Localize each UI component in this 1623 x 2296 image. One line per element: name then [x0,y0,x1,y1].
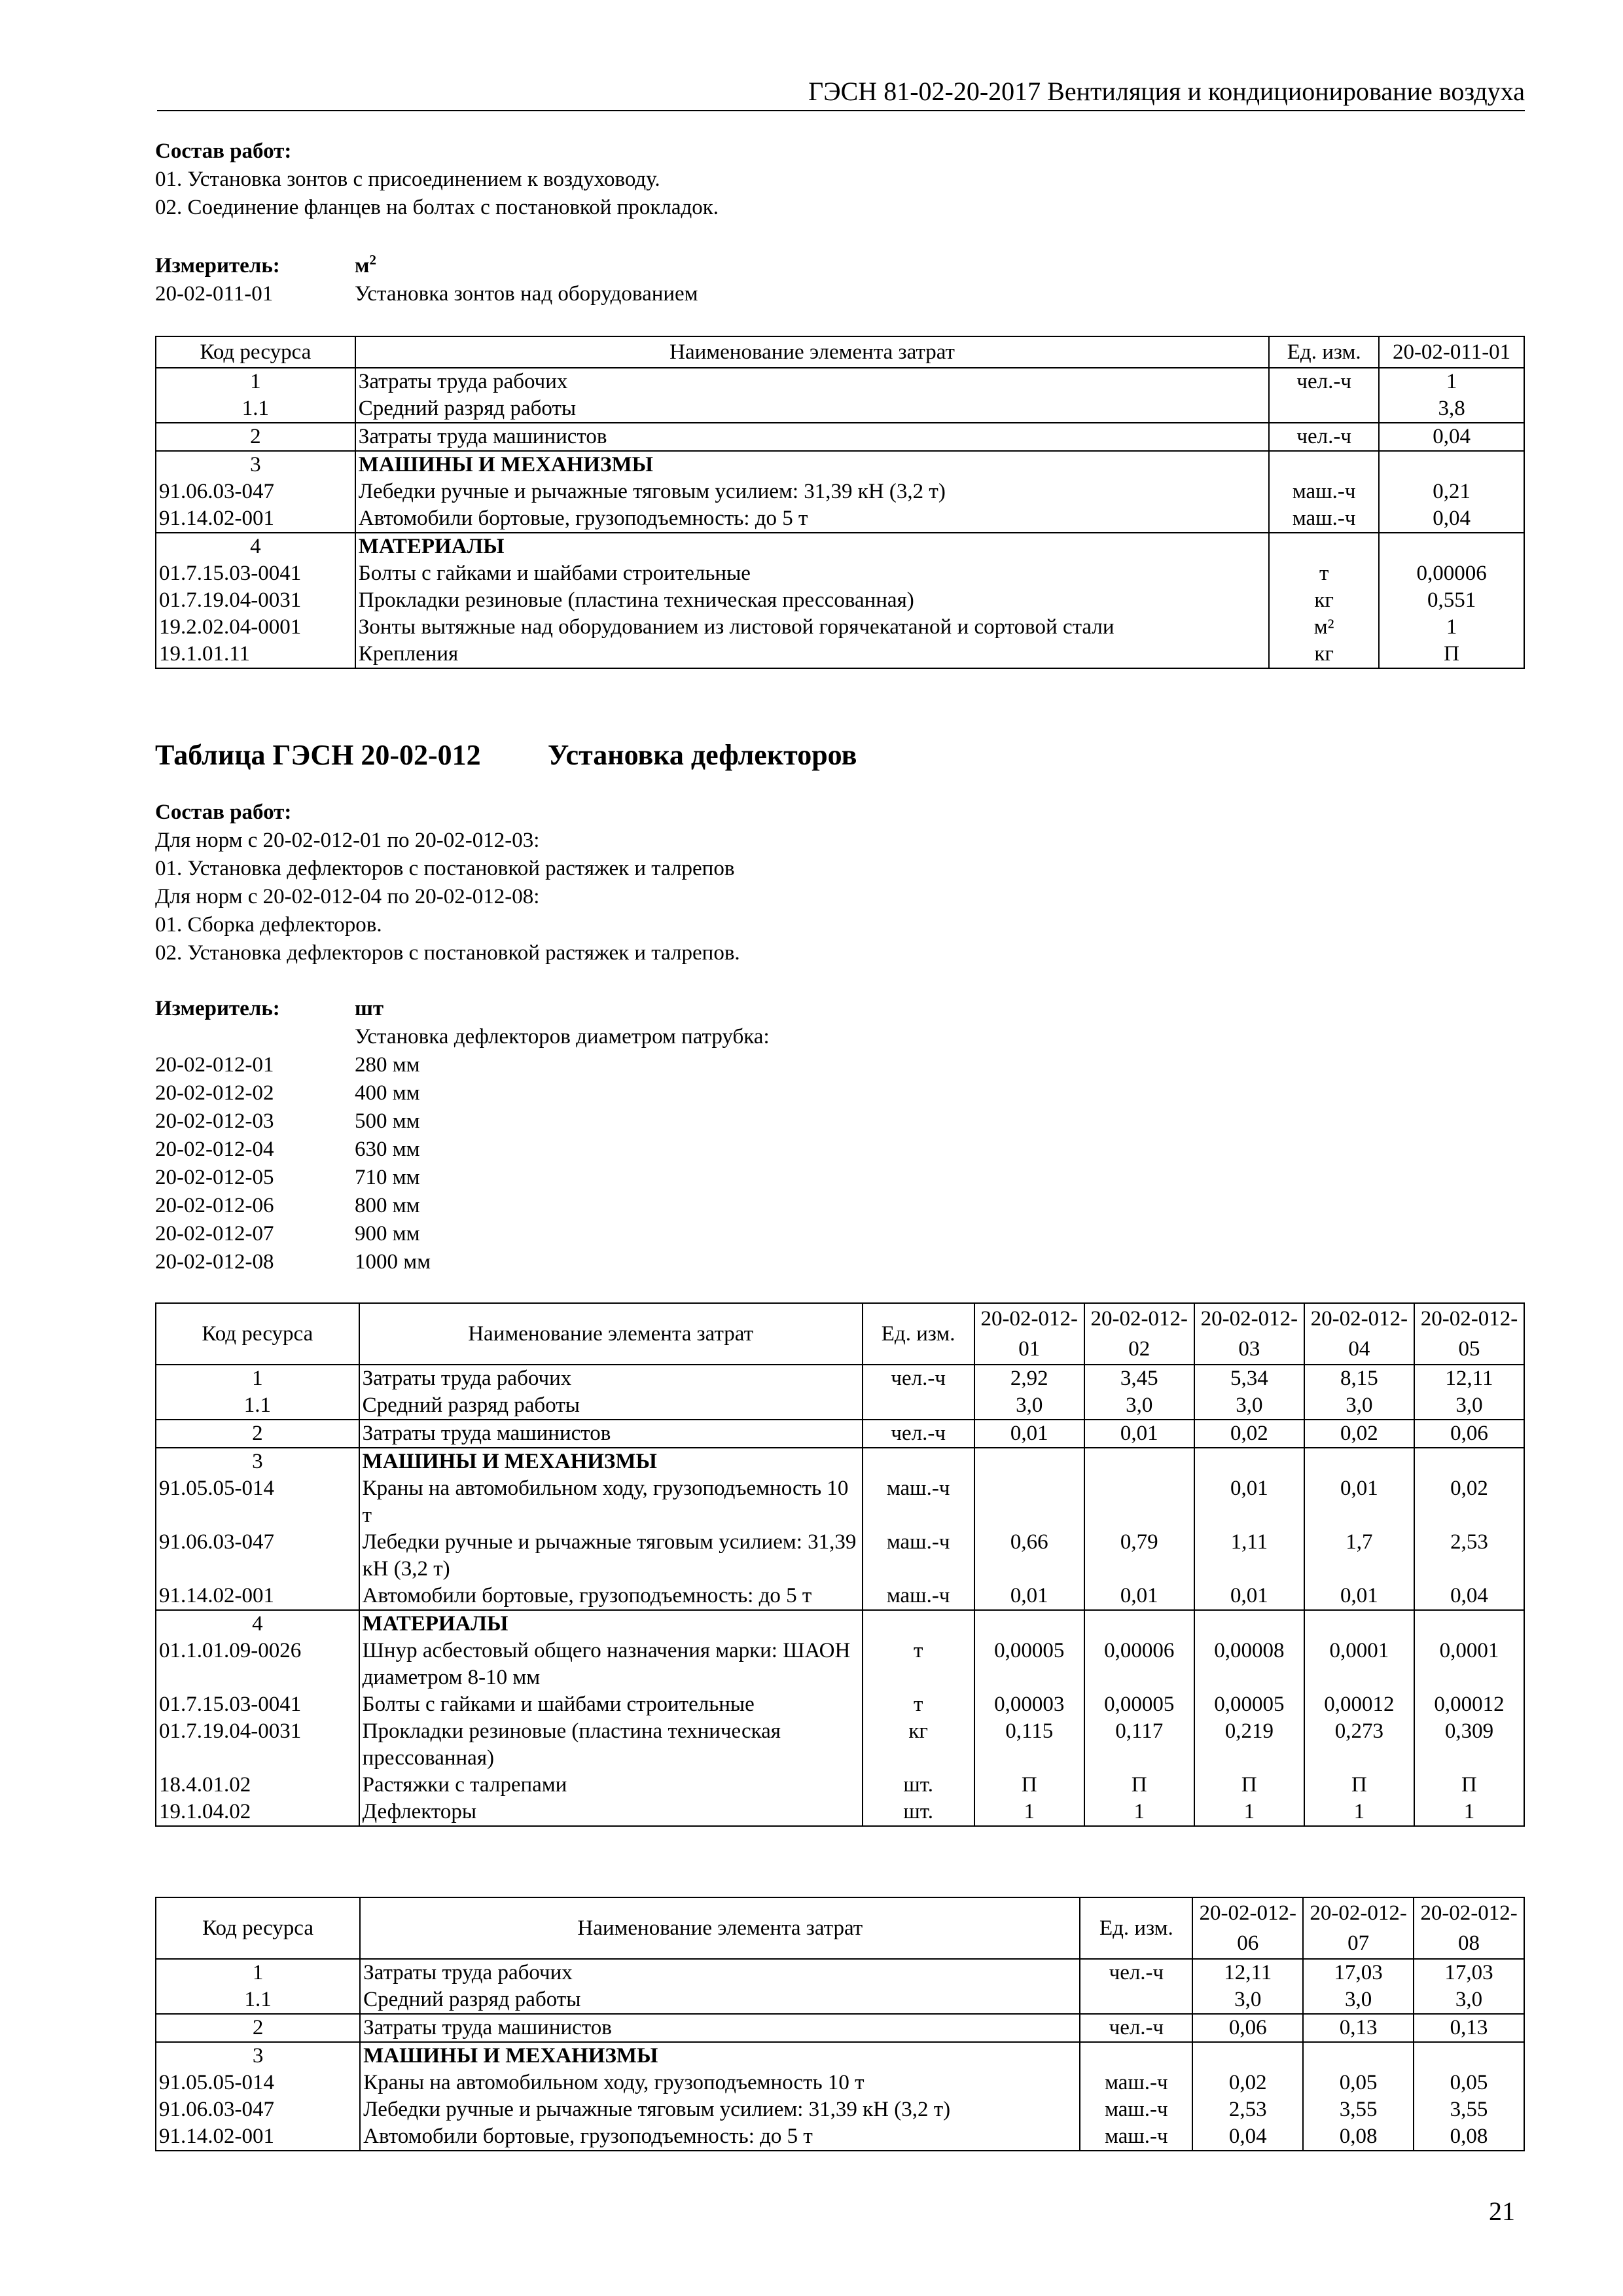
table-row [156,2014,1524,2042]
cell-value: 3,55 [1303,2096,1414,2123]
cell-code: 91.06.03-047 [156,478,355,505]
cell-name: Затраты труда машинистов [355,423,1269,451]
table-row [156,1420,1524,1448]
norm-name: 800 мм [355,1194,420,1217]
cell-value [1304,1610,1414,1638]
cell-value: 0,02 [1304,1420,1414,1448]
cell-name: Автомобили бортовые, грузоподъемность: до 5 т [355,505,1269,533]
cell-value: 1 [1414,1799,1524,1826]
cell-value: П [1194,1772,1304,1799]
section-1-izmeritel [155,252,1523,308]
cell-unit [863,1392,974,1420]
cell-name: Затраты труда рабочих [360,1959,1080,1986]
cell-name: Автомобили бортовые, грузоподъемность: до 5 т [360,2123,1080,2151]
norm-row [155,1164,1523,1192]
header-norm-column: 20-02-012-07 [1303,1897,1414,1959]
cell-value: 1,11 [1194,1529,1304,1583]
cell-code: 91.06.03-047 [156,2096,360,2123]
cell-value: 2,53 [1192,2096,1303,2123]
cell-code: 91.06.03-047 [156,1529,359,1583]
cell-name: Краны на автомобильном ходу, грузоподъемность 10 т [359,1475,863,1529]
norm-name: 710 мм [355,1166,420,1189]
cell-value: П [1379,641,1524,668]
table-row [156,1718,1524,1772]
table-row [156,2096,1524,2123]
cell-value: П [1084,1772,1194,1799]
cell-value: 0,273 [1304,1718,1414,1772]
cell-code: 01.7.19.04-0031 [156,1718,359,1772]
cell-value: 5,34 [1194,1365,1304,1392]
cell-unit [863,1448,974,1475]
cell-value: П [974,1772,1084,1799]
cell-value: 0,00012 [1414,1691,1524,1718]
izmeritel-label: Измеритель: [155,254,280,278]
cell-value: 0,06 [1414,1420,1524,1448]
cell-value: 0,00005 [1084,1691,1194,1718]
table-row [156,641,1524,668]
table-row [156,505,1524,533]
norm-name: 500 мм [355,1109,420,1133]
cell-value [974,1610,1084,1638]
cell-name: Затраты труда рабочих [355,368,1269,395]
cell-value [1379,533,1524,560]
cell-value [1414,1448,1524,1475]
cell-unit: маш.-ч [1080,2070,1192,2096]
resource-table-1 [155,336,1525,669]
cell-unit: чел.-ч [1080,2014,1192,2042]
table-row [156,1448,1524,1475]
cell-value: 0,551 [1379,587,1524,614]
header-code: Код ресурса [156,1303,359,1365]
norm-list [155,1051,1523,1276]
table-row [156,451,1524,478]
cell-name: Средний разряд работы [360,1986,1080,2014]
cell-value: 3,0 [1194,1392,1304,1420]
cell-code: 1.1 [156,395,355,423]
cell-value [1192,2042,1303,2070]
cell-value: 1 [1379,614,1524,641]
table-row [156,1638,1524,1691]
header-unit: Ед. изм. [863,1303,974,1365]
header-norm-column: 20-02-011-01 [1379,336,1524,368]
table-row [156,1365,1524,1392]
sostav-line: Для норм с 20-02-012-01 по 20-02-012-03: [155,829,540,852]
norm-row [155,1192,1523,1220]
cell-value: 12,11 [1414,1365,1524,1392]
cell-code: 91.14.02-001 [156,505,355,533]
cell-name: Болты с гайками и шайбами строительные [359,1691,863,1718]
cell-code: 3 [156,451,355,478]
table-title-number: Таблица ГЭСН 20-02-012 [155,739,481,771]
cell-name: Средний разряд работы [355,395,1269,423]
cell-value [1379,451,1524,478]
cell-value: 0,219 [1194,1718,1304,1772]
cell-value: 0,05 [1414,2070,1524,2096]
cell-unit: маш.-ч [863,1583,974,1610]
cell-value: 17,03 [1414,1959,1524,1986]
norm-name: 280 мм [355,1053,420,1077]
table-row [156,478,1524,505]
table-row [156,533,1524,560]
cell-unit: т [863,1638,974,1691]
cell-name: Краны на автомобильном ходу, грузоподъемность 10 т [360,2070,1080,2096]
sostav-title: Состав работ: [155,800,292,824]
cell-name: МАШИНЫ И МЕХАНИЗМЫ [360,2042,1080,2070]
cell-value: 0,04 [1379,505,1524,533]
cell-value: 1 [1084,1799,1194,1826]
cell-unit: м² [1269,614,1379,641]
cell-value: 3,0 [1303,1986,1414,2014]
header-code: Код ресурса [156,336,355,368]
cell-code: 01.7.15.03-0041 [156,1691,359,1718]
cell-unit: шт. [863,1799,974,1826]
table-row [156,1986,1524,2014]
cell-unit: маш.-ч [1080,2096,1192,2123]
cell-name: Лебедки ручные и рычажные тяговым усилием: 31,39 кН (3,2 т) [360,2096,1080,2123]
cell-value: 0,01 [1084,1583,1194,1610]
cell-value: 2,92 [974,1365,1084,1392]
cell-value: 0,06 [1192,2014,1303,2042]
cell-name: Шнур асбестовый общего назначения марки: ШАОН диаметром 8-10 мм [359,1638,863,1691]
cell-unit: кг [863,1718,974,1772]
header-norm-column: 20-02-012-08 [1414,1897,1524,1959]
cell-unit [1080,1986,1192,2014]
sostav-line: 01. Установка зонтов с присоединением к воздуховоду. [155,168,660,191]
norm-code: 20-02-012-06 [155,1194,274,1217]
cell-value [1303,2042,1414,2070]
cell-value: 0,01 [1304,1583,1414,1610]
cell-value: 0,79 [1084,1529,1194,1583]
cell-unit: чел.-ч [863,1365,974,1392]
cell-value [1194,1448,1304,1475]
cell-value: 0,01 [974,1583,1084,1610]
cell-unit: т [1269,560,1379,587]
cell-value: 0,00005 [974,1638,1084,1691]
norm-code: 20-02-011-01 [155,282,274,306]
cell-value [1084,1610,1194,1638]
norm-name: 900 мм [355,1222,420,1246]
cell-value [974,1475,1084,1529]
cell-name: Дефлекторы [359,1799,863,1826]
cell-name: МАТЕРИАЛЫ [359,1610,863,1638]
cell-name: Зонты вытяжные над оборудованием из листовой горячекатаной и сортовой стали [355,614,1269,641]
cell-unit: шт. [863,1772,974,1799]
cell-value: 0,00008 [1194,1638,1304,1691]
cell-value: 1 [974,1799,1084,1826]
cell-value: 0,02 [1192,2070,1303,2096]
page-number: 21 [1489,2197,1515,2226]
header-code: Код ресурса [156,1897,360,1959]
cell-value: 1 [1379,368,1524,395]
cell-value: 3,0 [974,1392,1084,1420]
sostav-line: 02. Соединение фланцев на болтах с постановкой прокладок. [155,196,719,219]
section-1-sostav [155,137,1523,222]
cell-unit: чел.-ч [1080,1959,1192,1986]
cell-value: 0,08 [1303,2123,1414,2151]
header-name: Наименование элемента затрат [359,1303,863,1365]
cell-value: 0,00006 [1379,560,1524,587]
cell-value: 0,02 [1414,1475,1524,1529]
table-row [156,2070,1524,2096]
cell-value: 3,0 [1304,1392,1414,1420]
cell-unit [1269,533,1379,560]
cell-name: Крепления [355,641,1269,668]
cell-code: 91.14.02-001 [156,2123,360,2151]
cell-code: 19.1.01.11 [156,641,355,668]
table-row [156,1583,1524,1610]
cell-code: 1 [156,1365,359,1392]
table-row [156,587,1524,614]
izmeritel-unit: шт [355,997,384,1020]
header-norm-column: 20-02-012-02 [1084,1303,1194,1365]
table-row [156,1475,1524,1529]
norm-name: 400 мм [355,1081,420,1105]
cell-code: 01.7.15.03-0041 [156,560,355,587]
cell-code: 1.1 [156,1392,359,1420]
norm-name: 1000 мм [355,1250,431,1274]
header-norm-column: 20-02-012-06 [1192,1897,1303,1959]
cell-name: МАШИНЫ И МЕХАНИЗМЫ [359,1448,863,1475]
norm-code: 20-02-012-04 [155,1138,274,1161]
cell-unit: маш.-ч [1269,505,1379,533]
cell-value: 0,01 [1304,1475,1414,1529]
sostav-title: Состав работ: [155,139,292,163]
cell-value: 0,00012 [1304,1691,1414,1718]
cell-unit: маш.-ч [1269,478,1379,505]
norm-row [155,1079,1523,1107]
cell-code: 1.1 [156,1986,360,2014]
sostav-line: 02. Установка дефлекторов с постановкой растяжек и талрепов. [155,941,740,965]
header-norm-column: 20-02-012-01 [974,1303,1084,1365]
cell-unit [1269,395,1379,423]
header-name: Наименование элемента затрат [360,1897,1080,1959]
cell-name: Автомобили бортовые, грузоподъемность: до 5 т [359,1583,863,1610]
section-2-izmeritel [155,995,1523,1276]
cell-value: 0,13 [1414,2014,1524,2042]
cell-value: П [1414,1772,1524,1799]
sostav-line: 01. Сборка дефлекторов. [155,913,382,937]
cell-value: 3,8 [1379,395,1524,423]
header-norm-column: 20-02-012-03 [1194,1303,1304,1365]
cell-code: 19.1.04.02 [156,1799,359,1826]
cell-value: П [1304,1772,1414,1799]
cell-name: Прокладки резиновые (пластина техническая прессованная) [355,587,1269,614]
table-title [155,738,857,772]
cell-value: 1 [1194,1799,1304,1826]
cell-value: 3,55 [1414,2096,1524,2123]
cell-value: 3,0 [1414,1392,1524,1420]
cell-code: 18.4.01.02 [156,1772,359,1799]
table-row [156,368,1524,395]
table-row [156,1959,1524,1986]
table-row [156,2123,1524,2151]
table-row [156,423,1524,451]
cell-unit: т [863,1691,974,1718]
cell-unit [1080,2042,1192,2070]
sostav-line: Для норм с 20-02-012-04 по 20-02-012-08: [155,885,540,908]
resource-table-3 [155,1897,1525,2151]
cell-name: Затраты труда машинистов [360,2014,1080,2042]
cell-value: 12,11 [1192,1959,1303,1986]
header-unit: Ед. изм. [1269,336,1379,368]
cell-value: 0,04 [1192,2123,1303,2151]
cell-value: 8,15 [1304,1365,1414,1392]
cell-value [1414,2042,1524,2070]
header-unit: Ед. изм. [1080,1897,1192,1959]
cell-value [1414,1610,1524,1638]
table-row [156,1799,1524,1826]
cell-value: 0,117 [1084,1718,1194,1772]
cell-code: 2 [156,1420,359,1448]
cell-value: 0,08 [1414,2123,1524,2151]
cell-unit: маш.-ч [863,1529,974,1583]
cell-unit: чел.-ч [1269,368,1379,395]
izmeritel-label: Измеритель: [155,997,280,1020]
izmeritel-caption: Установка дефлекторов диаметром патрубка: [355,1025,770,1049]
header-norm-column: 20-02-012-04 [1304,1303,1414,1365]
cell-name: МАТЕРИАЛЫ [355,533,1269,560]
cell-value: 0,13 [1303,2014,1414,2042]
cell-value: 0,0001 [1414,1638,1524,1691]
norm-code: 20-02-012-03 [155,1109,274,1133]
cell-value: 0,01 [1084,1420,1194,1448]
cell-value: 0,01 [974,1420,1084,1448]
cell-name: Средний разряд работы [359,1392,863,1420]
cell-value: 0,00005 [1194,1691,1304,1718]
cell-value: 0,01 [1194,1583,1304,1610]
norm-code: 20-02-012-07 [155,1222,274,1246]
cell-value: 3,45 [1084,1365,1194,1392]
cell-code: 4 [156,1610,359,1638]
cell-unit: маш.-ч [863,1475,974,1529]
cell-value: 0,115 [974,1718,1084,1772]
cell-code: 19.2.02.04-0001 [156,614,355,641]
cell-value: 1,7 [1304,1529,1414,1583]
cell-value: 0,05 [1303,2070,1414,2096]
section-2-sostav [155,798,1523,967]
cell-value: 0,00006 [1084,1638,1194,1691]
cell-name: Болты с гайками и шайбами строительные [355,560,1269,587]
cell-value: 0,309 [1414,1718,1524,1772]
table-row [156,614,1524,641]
cell-value: 3,0 [1084,1392,1194,1420]
table-row [156,1772,1524,1799]
norm-row [155,1107,1523,1136]
norm-code: 20-02-012-08 [155,1250,274,1274]
cell-value: 0,01 [1194,1475,1304,1529]
table-row [156,2042,1524,2070]
cell-value: 0,00003 [974,1691,1084,1718]
cell-name: Лебедки ручные и рычажные тяговым усилием: 31,39 кН (3,2 т) [355,478,1269,505]
table-row [156,1691,1524,1718]
cell-code: 2 [156,2014,360,2042]
cell-code: 01.1.01.09-0026 [156,1638,359,1691]
cell-code: 01.7.19.04-0031 [156,587,355,614]
cell-code: 2 [156,423,355,451]
page-header: ГЭСН 81-02-20-2017 Вентиляция и кондиционирование воздуха [157,73,1525,111]
cell-value [1084,1448,1194,1475]
cell-value [974,1448,1084,1475]
header-norm-column: 20-02-012-05 [1414,1303,1524,1365]
header-name: Наименование элемента затрат [355,336,1269,368]
norm-row [155,1248,1523,1276]
cell-value [1304,1448,1414,1475]
cell-unit [863,1610,974,1638]
cell-name: Прокладки резиновые (пластина техническая прессованная) [359,1718,863,1772]
cell-name: МАШИНЫ И МЕХАНИЗМЫ [355,451,1269,478]
cell-value [1194,1610,1304,1638]
cell-value: 1 [1304,1799,1414,1826]
cell-unit: кг [1269,641,1379,668]
cell-value: 2,53 [1414,1529,1524,1583]
table-row [156,1529,1524,1583]
cell-value: 3,0 [1414,1986,1524,2014]
cell-code: 91.14.02-001 [156,1583,359,1610]
izmeritel-unit: $м^2$ [355,252,376,278]
cell-value [1084,1475,1194,1529]
norm-name: Установка зонтов над оборудованием [355,282,698,306]
table-title-name: Установка дефлекторов [548,739,857,771]
cell-code: 91.05.05-014 [156,2070,360,2096]
cell-code: 91.05.05-014 [156,1475,359,1529]
cell-code: 1 [156,368,355,395]
cell-value: 0,02 [1194,1420,1304,1448]
cell-code: 1 [156,1959,360,1986]
norm-row [155,1220,1523,1248]
cell-value: 3,0 [1192,1986,1303,2014]
resource-table-2 [155,1302,1525,1827]
norm-row [155,1051,1523,1079]
cell-code: 3 [156,1448,359,1475]
cell-value: 0,04 [1414,1583,1524,1610]
cell-unit: чел.-ч [863,1420,974,1448]
cell-name: Затраты труда машинистов [359,1420,863,1448]
cell-value: 17,03 [1303,1959,1414,1986]
cell-unit: чел.-ч [1269,423,1379,451]
cell-value: 0,66 [974,1529,1084,1583]
cell-value: 0,04 [1379,423,1524,451]
sostav-line: 01. Установка дефлекторов с постановкой растяжек и талрепов [155,857,735,880]
norm-code: 20-02-012-01 [155,1053,274,1077]
cell-unit: маш.-ч [1080,2123,1192,2151]
norm-code: 20-02-012-02 [155,1081,274,1105]
cell-name: Растяжки с талрепами [359,1772,863,1799]
cell-code: 4 [156,533,355,560]
norm-row [155,1136,1523,1164]
table-row [156,1392,1524,1420]
cell-unit [1269,451,1379,478]
norm-code: 20-02-012-05 [155,1166,274,1189]
cell-name: Лебедки ручные и рычажные тяговым усилием: 31,39 кН (3,2 т) [359,1529,863,1583]
cell-name: Затраты труда рабочих [359,1365,863,1392]
cell-value: 0,0001 [1304,1638,1414,1691]
cell-code: 3 [156,2042,360,2070]
cell-value: 0,21 [1379,478,1524,505]
cell-unit: кг [1269,587,1379,614]
table-row [156,1610,1524,1638]
norm-name: 630 мм [355,1138,420,1161]
table-row [156,395,1524,423]
table-row [156,560,1524,587]
